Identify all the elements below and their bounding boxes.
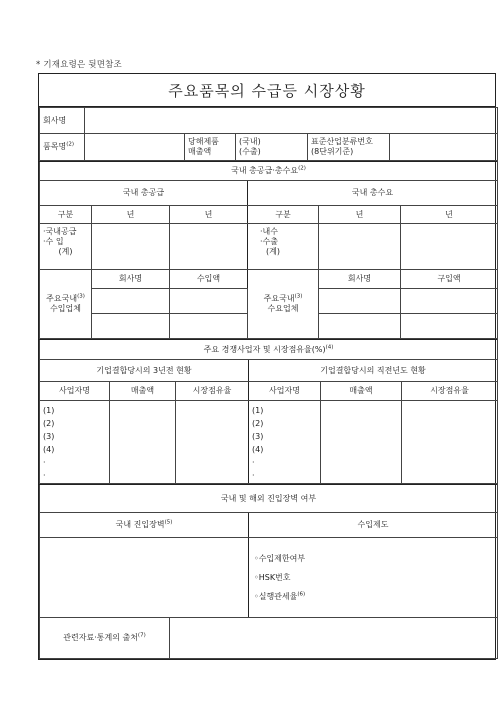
competitors-title-row [40, 360, 498, 382]
competitors-right-title: 기업결합당시의 직전년도 현황 [249, 360, 498, 382]
importer-label: 주요국내$^{(3)}$ 수입업체 [40, 270, 92, 339]
supply-col-gubun: 구분 [40, 206, 92, 224]
market-status-form [38, 73, 496, 660]
demand-col-year-1: 년 [319, 206, 401, 224]
right-competitor-list[interactable]: (1) (2) (3) (4) · · [249, 401, 321, 484]
consumer-amount-1[interactable] [401, 289, 498, 314]
consumer-col-purchase-amount: 구입액 [401, 270, 498, 289]
demand-year-1-value[interactable] [319, 224, 401, 270]
importer-amount-1[interactable] [170, 289, 248, 314]
right-col-share: 시장점유율 [402, 382, 498, 401]
left-competitor-list[interactable]: (1) (2) (3) (4) · · [40, 401, 110, 484]
supply-col-year-1: 년 [92, 206, 170, 224]
importer-company-2[interactable] [92, 314, 170, 339]
demand-year-2-value[interactable] [401, 224, 498, 270]
supply-demand-values-row [40, 224, 498, 270]
company-name-field[interactable] [85, 108, 498, 134]
supply-demand-header-row [40, 162, 498, 181]
importer-col-company: 회사명 [92, 270, 170, 289]
supply-demand-title-row [40, 181, 498, 206]
right-col-name: 사업자명 [249, 382, 321, 401]
left-col-share: 시장점유율 [176, 382, 249, 401]
ksic-label: 표준산업분류번호 (8단위기준) [308, 134, 390, 161]
domestic-barrier-title: 국내 진입장벽$^{(5)}$ [40, 513, 249, 538]
supply-title: 국내 총공급 [40, 181, 248, 206]
demand-col-gubun: 구분 [248, 206, 319, 224]
supply-demand-header: 국내 총공급·총수요$^{(2)}$ [40, 162, 498, 181]
sales-domestic-export-field[interactable]: (국내) (수출) [236, 134, 308, 161]
left-competitor-sales[interactable] [110, 401, 176, 484]
company-row [40, 108, 498, 134]
consumer-col-company: 회사명 [319, 270, 401, 289]
form-title: 주요품목의 수급등 시장상황 [39, 74, 495, 107]
importer-amount-2[interactable] [170, 314, 248, 339]
competitors-values-row [40, 401, 498, 484]
demand-title: 국내 총수요 [248, 181, 498, 206]
domestic-barrier-field[interactable] [40, 538, 249, 618]
importer-header-row [40, 270, 498, 289]
right-competitor-sales[interactable] [321, 401, 402, 484]
source-field[interactable] [170, 618, 498, 659]
barriers-header: 국내 및 해외 진입장벽 여부 [40, 485, 498, 513]
supply-year-1-value[interactable] [92, 224, 170, 270]
competitors-col-row [40, 382, 498, 401]
consumer-label: 주요국내$^{(3)}$ 수요업체 [248, 270, 319, 339]
left-competitor-share[interactable] [176, 401, 249, 484]
ksic-field[interactable] [390, 134, 498, 161]
importer-company-1[interactable] [92, 289, 170, 314]
supply-demand-table [39, 161, 498, 339]
item-name-field[interactable] [85, 134, 185, 161]
demand-items: ·내수 ·수출 (계) [248, 224, 319, 270]
source-label: 관련자료·통계의 출처$^{(7)}$ [40, 618, 170, 659]
basic-info-table [39, 107, 498, 161]
barriers-table [39, 484, 498, 659]
barriers-header-row [40, 485, 498, 513]
supply-col-year-2: 년 [170, 206, 248, 224]
hsk-number-item: ◦HSK번호 [254, 573, 291, 582]
sales-label: 당해제품 매출액 [185, 134, 236, 161]
consumer-company-1[interactable] [319, 289, 401, 314]
right-col-sales: 매출액 [321, 382, 402, 401]
barriers-values-row [40, 538, 498, 618]
supply-year-2-value[interactable] [170, 224, 248, 270]
import-restriction-item: ◦수입제한여부 [254, 554, 306, 563]
tariff-rate-item: ◦실행관세율$^{(6)}$ [254, 591, 306, 601]
import-system-items [249, 538, 498, 618]
left-col-name: 사업자명 [40, 382, 110, 401]
instruction-note: * 기재요령은 뒷면참조 [36, 60, 122, 70]
competitors-header: 주요 경쟁사업자 및 시장점유율(%)$^{(4)}$ [40, 340, 498, 360]
item-row [40, 134, 498, 161]
item-label: 품목명$^{(2)}$ [40, 134, 85, 161]
supply-demand-col-row [40, 206, 498, 224]
competitors-left-title: 기업결합당시의 3년전 현황 [40, 360, 249, 382]
barriers-title-row [40, 513, 498, 538]
competitors-header-row [40, 340, 498, 360]
consumer-amount-2[interactable] [401, 314, 498, 339]
competitors-table [39, 339, 498, 484]
right-competitor-share[interactable] [402, 401, 498, 484]
supply-items: ·국내공급 ·수 입 (계) [40, 224, 92, 270]
demand-col-year-2: 년 [401, 206, 498, 224]
import-system-title: 수입제도 [249, 513, 498, 538]
left-col-sales: 매출액 [110, 382, 176, 401]
importer-col-import-amount: 수입액 [170, 270, 248, 289]
consumer-company-2[interactable] [319, 314, 401, 339]
company-label: 회사명 [40, 108, 85, 134]
source-row [40, 618, 498, 659]
